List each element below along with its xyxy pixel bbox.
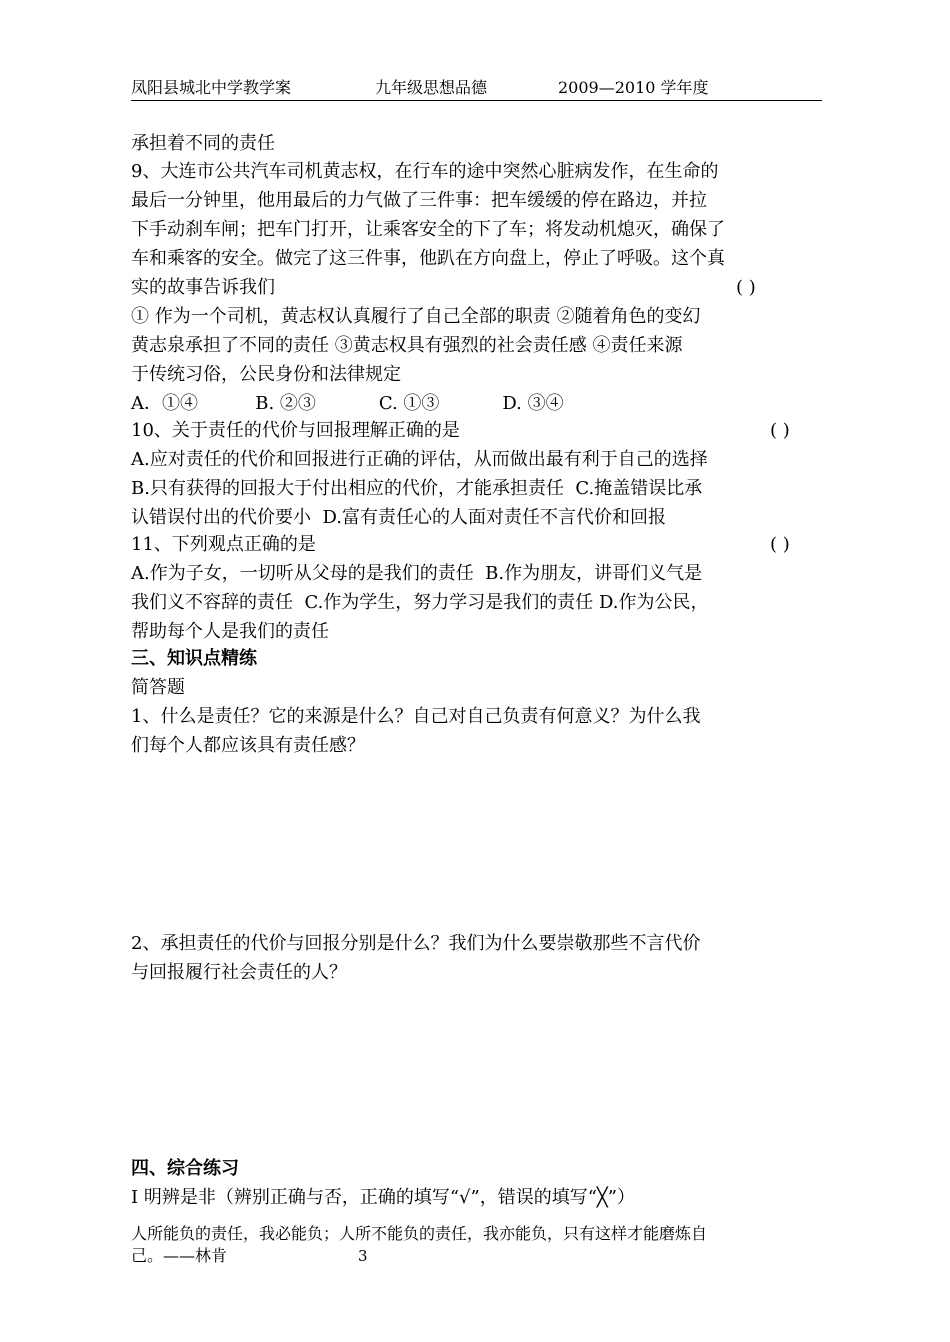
short-answer-label: 简答题: [131, 677, 185, 698]
quote-line: 人所能负的责任，我必能负；人所不能负的责任，我亦能负，只有这样才能磨炼自: [131, 1224, 708, 1243]
header-grade: 九年级思想品德: [375, 78, 488, 97]
question-9-line: 于传统习俗，公民身份和法律规定: [131, 364, 401, 385]
question-9-options: A．①④ B. ②③ C. ①③ D. ③④: [131, 393, 564, 414]
question-9-line: 黄志泉承担了不同的责任 ③黄志权具有强烈的社会责任感 ④责任来源: [131, 335, 683, 356]
question-11-line: 11、下列观点正确的是: [131, 534, 316, 555]
true-false-instruction: Ⅰ 明辨是非（辨别正确与否，正确的填写“√”，错误的填写“╳”）: [131, 1187, 635, 1208]
question-11-line: 我们义不容辞的责任 C.作为学生，努力学习是我们的责任 D.作为公民，: [131, 592, 709, 613]
short-answer-2-line: 2、承担责任的代价与回报分别是什么？我们为什么要崇敬那些不言代价: [131, 933, 701, 954]
section-4-heading: 四、综合练习: [131, 1158, 239, 1179]
question-10-line: 10、关于责任的代价与回报理解正确的是: [131, 420, 460, 441]
question-10-line: 认错误付出的代价要小 D.富有责任心的人面对责任不言代价和回报: [131, 507, 666, 528]
question-9-line: 9、大连市公共汽车司机黄志权，在行车的途中突然心脏病发作，在生命的: [131, 161, 719, 182]
question-9-line: 最后一分钟里，他用最后的力气做了三件事：把车缓缓的停在路边，并拉: [131, 190, 707, 211]
header-year: 2009—2010 学年度: [558, 78, 709, 97]
question-9-line: 下手动刹车闸；把车门打开，让乘客安全的下了车；将发动机熄灭，确保了: [131, 219, 725, 240]
short-answer-2-line: 与回报履行社会责任的人？: [131, 962, 347, 983]
question-9-line: ① 作为一个司机，黄志权认真履行了自己全部的职责 ②随着角色的变幻: [131, 306, 701, 327]
question-10-line: A.应对责任的代价和回报进行正确的评估，从而做出最有利于自己的选择: [131, 449, 708, 470]
question-9-line: 车和乘客的安全。做完了这三件事，他趴在方向盘上，停止了呼吸。这个真: [131, 248, 725, 269]
page-number: 3: [358, 1247, 368, 1265]
question-11-line: A.作为子女，一切听从父母的是我们的责任 B.作为朋友，讲哥们义气是: [131, 563, 703, 584]
question-9-line: 实的故事告诉我们: [131, 277, 275, 298]
header-school: 凤阳县城北中学教学案: [131, 78, 292, 97]
quote-line: 己。——林肯: [131, 1246, 228, 1265]
page-header: [131, 76, 822, 101]
answer-blank-q9: ( ): [736, 277, 756, 298]
short-answer-1-line: 们每个人都应该具有责任感？: [131, 735, 365, 756]
short-answer-1-line: 1、什么是责任？它的来源是什么？自己对自己负责有何意义？为什么我: [131, 706, 701, 727]
answer-blank-q10: ( ): [770, 420, 790, 441]
question-11-line: 帮助每个人是我们的责任: [131, 621, 329, 642]
section-3-heading: 三、知识点精练: [131, 648, 257, 669]
question-10-line: B.只有获得的回报大于付出相应的代价，才能承担责任 C.掩盖错误比承: [131, 478, 703, 499]
text-line: 承担着不同的责任: [131, 133, 275, 154]
answer-blank-q11: ( ): [770, 534, 790, 555]
